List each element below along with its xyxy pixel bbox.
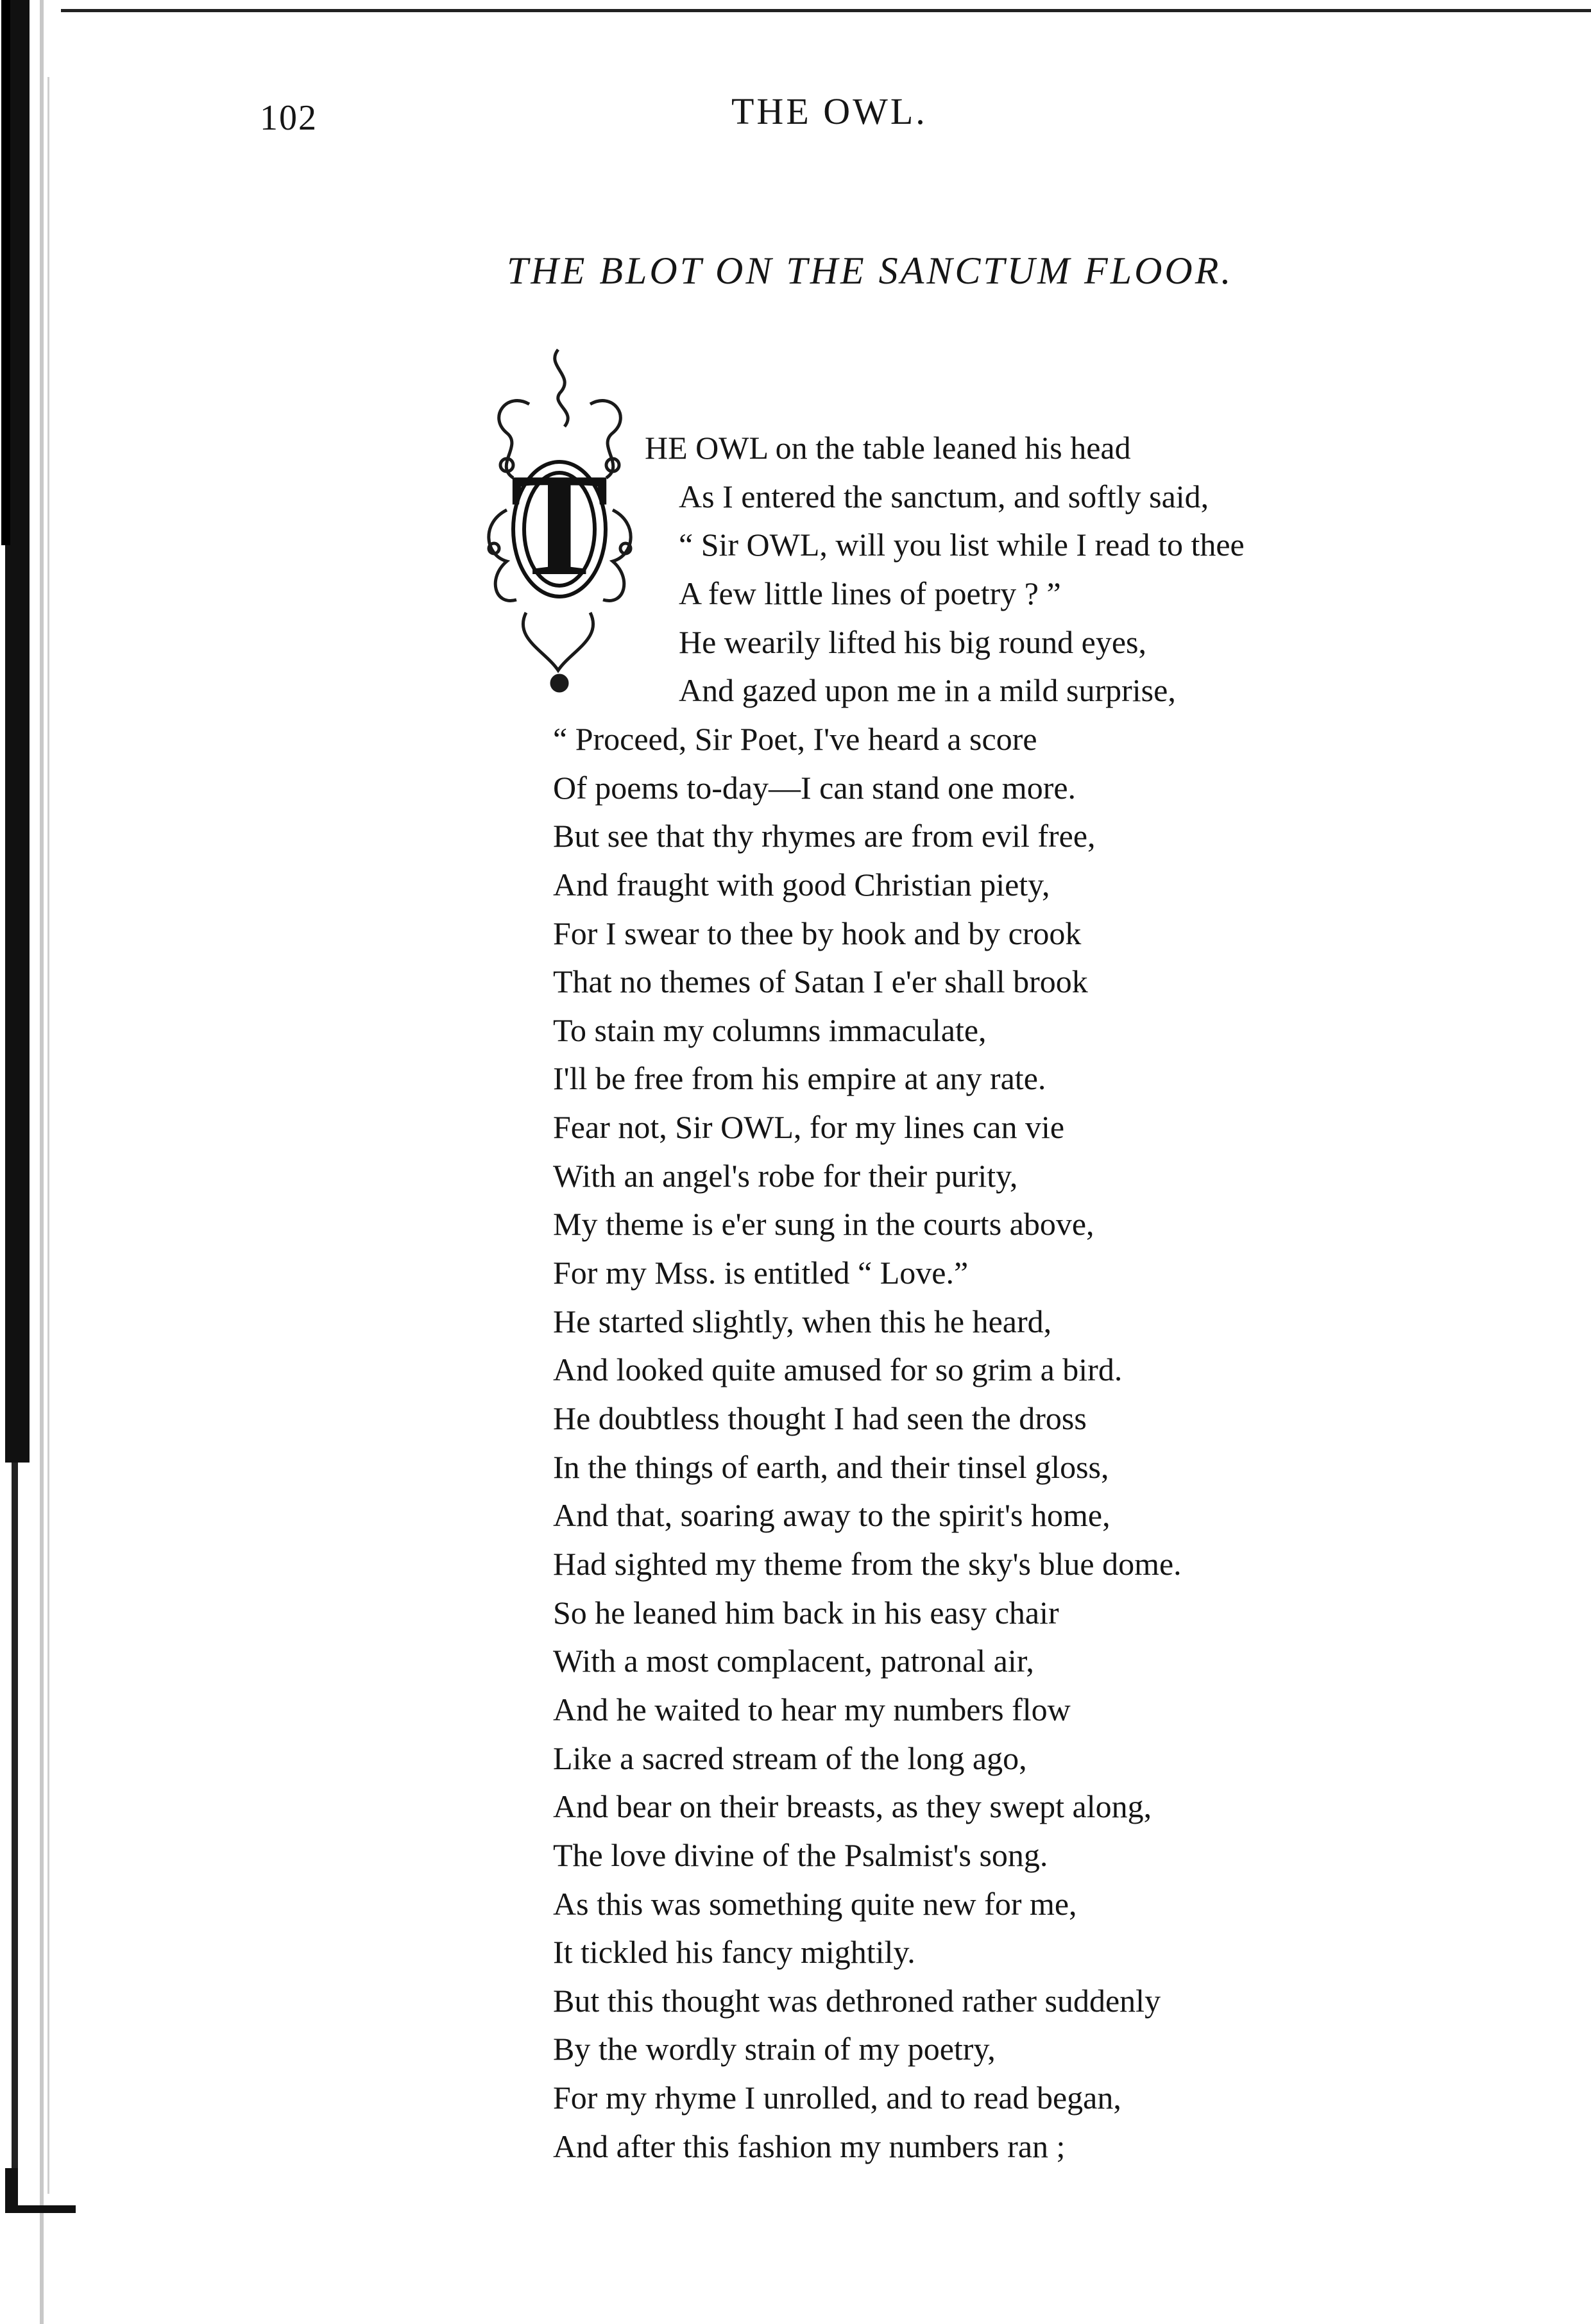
verse-line: With a most complacent, patronal air, — [553, 1643, 1034, 1679]
verse-line: And after this fashion my numbers ran ; — [553, 2128, 1066, 2164]
scan-corner-mark — [0, 2168, 96, 2226]
verse-line: For my Mss. is entitled “ Love.” — [553, 1255, 969, 1291]
verse-line: Had sighted my theme from the sky's blue dome. — [553, 1545, 1182, 1582]
verse-line: He doubtless thought I had seen the dross — [553, 1400, 1087, 1436]
verse-line: With an angel's robe for their purity, — [553, 1157, 1018, 1194]
verse-line: And fraught with good Christian piety, — [553, 866, 1050, 903]
verse-line: In the things of earth, and their tinsel gloss, — [553, 1448, 1109, 1485]
verse-line: HE OWL on the table leaned his head — [645, 430, 1131, 466]
verse-line: That no themes of Satan I e'er shall brook — [553, 963, 1088, 1000]
drop-cap-letter: T — [510, 443, 609, 606]
verse-line: And looked quite amused for so grim a bird. — [553, 1352, 1123, 1388]
verse-line: My theme is e'er sung in the courts above, — [553, 1206, 1094, 1243]
verse-line: For I swear to thee by hook and by crook — [553, 915, 1082, 951]
poem-title: THE BLOT ON THE SANCTUM FLOOR. — [507, 250, 1234, 292]
verse-line: But see that thy rhymes are from evil free, — [553, 818, 1096, 854]
verse-line: But this thought was dethroned rather suddenly — [553, 1982, 1161, 2019]
verse-line: He wearily lifted his big round eyes, — [679, 623, 1146, 660]
verse-line: As this was something quite new for me, — [553, 1885, 1077, 1922]
page-top-rule — [61, 9, 1591, 12]
verse-line: He started slightly, when this he heard, — [553, 1303, 1052, 1339]
verse-line: By the wordly strain of my poetry, — [553, 2031, 996, 2067]
verse-line: To stain my columns immaculate, — [553, 1012, 987, 1048]
verse-line: The love divine of the Psalmist's song. — [553, 1836, 1048, 1873]
verse-line: So he leaned him back in his easy chair — [553, 1594, 1059, 1631]
verse-line: Of poems to-day—I can stand one more. — [553, 769, 1076, 806]
ornamental-initial-icon — [468, 337, 651, 696]
verse-line: It tickled his fancy mightily. — [553, 1934, 915, 1971]
verse-line: For my rhyme I unrolled, and to read began, — [553, 2080, 1121, 2116]
running-head: THE OWL. — [731, 90, 928, 132]
verse-line: “ Proceed, Sir Poet, I've heard a score — [553, 720, 1037, 757]
verse-line: And gazed upon me in a mild surprise, — [679, 672, 1176, 709]
verse-line: And that, soaring away to the spirit's home, — [553, 1497, 1110, 1534]
verse-line: Fear not, Sir OWL, for my lines can vie — [553, 1109, 1065, 1146]
verse-line: Like a sacred stream of the long ago, — [553, 1740, 1027, 1776]
page-binding-edge — [0, 0, 61, 2324]
verse-line: A few little lines of poetry ? ” — [679, 575, 1061, 611]
verse-line: And he waited to hear my numbers flow — [553, 1691, 1071, 1727]
verse-line: And bear on their breasts, as they swept along, — [553, 1788, 1152, 1825]
page-number: 102 — [260, 98, 318, 138]
verse-line: I'll be free from his empire at any rate. — [553, 1060, 1046, 1097]
verse-line: “ Sir OWL, will you list while I read to thee — [679, 527, 1245, 563]
verse-line: As I entered the sanctum, and softly said, — [679, 478, 1209, 514]
